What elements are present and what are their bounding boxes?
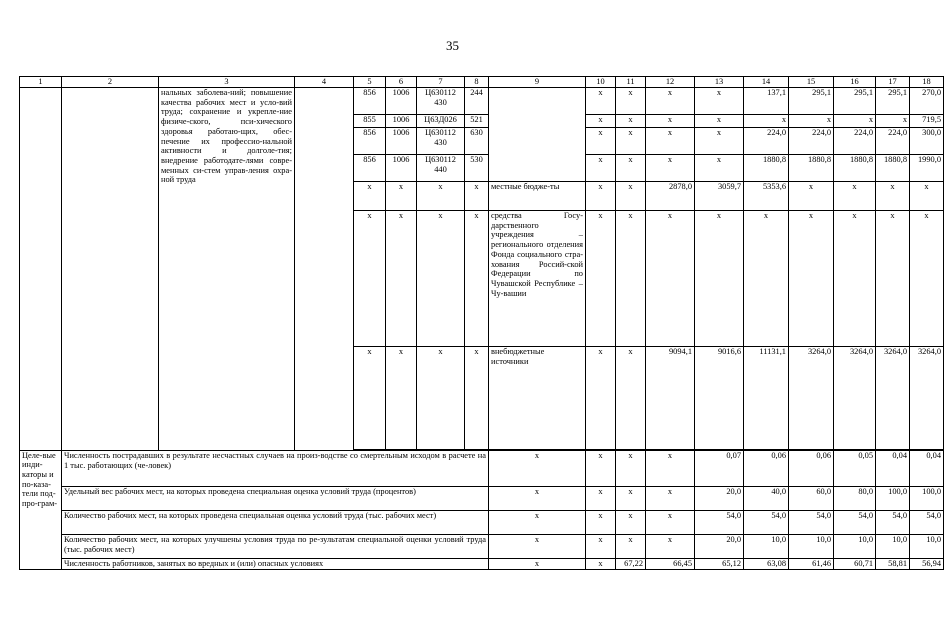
indicator-source: x — [489, 511, 586, 535]
section-code: x — [386, 347, 417, 451]
value-cell: 224,0 — [876, 128, 910, 155]
indicator-name: Количество рабочих мест, на которых улучшены условия труда по ре-зультатам специальной оценки условий труда (тыс. рабочих мест) — [62, 535, 489, 559]
indicator-row — [20, 535, 944, 559]
indicator-row — [20, 450, 944, 487]
value-cell: 0,04 — [910, 450, 944, 487]
indicator-row — [20, 511, 944, 535]
target-article-code: Ц630112 440 — [417, 155, 465, 182]
value-cell: 65,12 — [695, 559, 744, 570]
section-code: 1006 — [386, 128, 417, 155]
grbs-code: 856 — [354, 88, 386, 115]
column-number: 18 — [910, 77, 944, 88]
indicator-name: Численность пострадавших в результате несчастных случаев на произ-водстве со смертельным исходом в расчете на 1 тыс. работающих (че-ловек) — [62, 450, 489, 487]
section-code: 1006 — [386, 88, 417, 115]
column-number: 8 — [465, 77, 489, 88]
value-cell: x — [616, 182, 646, 211]
source-cell — [489, 88, 586, 182]
expense-type-code: 630 — [465, 128, 489, 155]
value-cell: x — [744, 115, 789, 128]
indicator-row — [20, 559, 944, 570]
value-cell: x — [695, 88, 744, 115]
value-cell: 3264,0 — [834, 347, 876, 451]
value-cell: 3264,0 — [910, 347, 944, 451]
value-cell: 100,0 — [876, 487, 910, 511]
target-article-code: Ц63Д026 — [417, 115, 465, 128]
column-number: 2 — [62, 77, 159, 88]
target-article-code: x — [417, 211, 465, 347]
value-cell: 295,1 — [789, 88, 834, 115]
value-cell: 11131,1 — [744, 347, 789, 451]
value-cell: x — [646, 487, 695, 511]
budget-row — [20, 88, 944, 115]
page-number: 35 — [446, 38, 459, 53]
column-number-row — [20, 77, 944, 88]
value-cell: 54,0 — [789, 511, 834, 535]
value-cell: 10,0 — [910, 535, 944, 559]
value-cell: 20,0 — [695, 487, 744, 511]
value-cell: x — [616, 450, 646, 487]
indicator-label: Целе-вые инди-каторы и по-каза-тели под-про-грам- — [20, 450, 62, 570]
value-cell: x — [616, 487, 646, 511]
value-cell: 270,0 — [910, 88, 944, 115]
value-cell: x — [646, 511, 695, 535]
value-cell: 295,1 — [876, 88, 910, 115]
expense-type-code: 530 — [465, 155, 489, 182]
value-cell: 54,0 — [876, 511, 910, 535]
value-cell: 0,07 — [695, 450, 744, 487]
value-cell: x — [616, 511, 646, 535]
column-number: 5 — [354, 77, 386, 88]
value-cell: 60,0 — [789, 487, 834, 511]
value-cell: x — [586, 450, 616, 487]
value-cell: x — [789, 182, 834, 211]
value-cell: 54,0 — [834, 511, 876, 535]
value-cell: 67,22 — [616, 559, 646, 570]
expense-type-code: 244 — [465, 88, 489, 115]
expense-type-code: 521 — [465, 115, 489, 128]
program-table — [19, 76, 944, 570]
value-cell: x — [695, 211, 744, 347]
activity-description: нальных заболева-ний; повышение качества рабочих мест и усло-вий труда; сохранение и укрепле-ние физиче-ского, пси-хического здоровья работаю-щих, обес-печение их профессио-нальной активности и долголе-тия; внедрение работодате-лями совре-менных си-стем управ-ления охра-ной труда — [159, 88, 295, 451]
value-cell: 0,06 — [789, 450, 834, 487]
value-cell: x — [834, 182, 876, 211]
column-number: 11 — [616, 77, 646, 88]
column-number: 6 — [386, 77, 417, 88]
grbs-code: 855 — [354, 115, 386, 128]
value-cell: 54,0 — [910, 511, 944, 535]
value-cell: 0,06 — [744, 450, 789, 487]
value-cell: 10,0 — [876, 535, 910, 559]
value-cell: x — [586, 88, 616, 115]
value-cell: 9094,1 — [646, 347, 695, 451]
value-cell: x — [616, 535, 646, 559]
value-cell: 40,0 — [744, 487, 789, 511]
value-cell: 1990,0 — [910, 155, 944, 182]
value-cell: x — [695, 115, 744, 128]
value-cell: x — [876, 182, 910, 211]
value-cell: 719,5 — [910, 115, 944, 128]
indicator-source: x — [489, 450, 586, 487]
empty-cell — [62, 88, 159, 451]
value-cell: 1880,8 — [744, 155, 789, 182]
value-cell: x — [876, 115, 910, 128]
indicator-name: Численность работников, занятых во вредных и (или) опасных условиях — [62, 559, 489, 570]
indicator-name: Удельный вес рабочих мест, на которых проведена специальная оценка условий труда (процентов) — [62, 487, 489, 511]
value-cell: 66,45 — [646, 559, 695, 570]
column-number: 16 — [834, 77, 876, 88]
indicator-row — [20, 487, 944, 511]
indicator-name: Количество рабочих мест, на которых проведена специальная оценка условий труда (тыс. рабочих мест) — [62, 511, 489, 535]
value-cell: 2878,0 — [646, 182, 695, 211]
value-cell: x — [586, 182, 616, 211]
grbs-code: 856 — [354, 155, 386, 182]
value-cell: x — [646, 155, 695, 182]
value-cell: 1880,8 — [834, 155, 876, 182]
value-cell: x — [586, 128, 616, 155]
expense-type-code: x — [465, 347, 489, 451]
value-cell: 54,0 — [695, 511, 744, 535]
value-cell: x — [695, 155, 744, 182]
value-cell: x — [616, 88, 646, 115]
value-cell: x — [616, 115, 646, 128]
indicator-source: x — [489, 535, 586, 559]
indicator-source: x — [489, 487, 586, 511]
value-cell: 10,0 — [789, 535, 834, 559]
value-cell: x — [646, 450, 695, 487]
section-code: x — [386, 182, 417, 211]
expense-type-code: x — [465, 211, 489, 347]
value-cell: x — [646, 211, 695, 347]
value-cell: 137,1 — [744, 88, 789, 115]
target-article-code: x — [417, 347, 465, 451]
column-number: 14 — [744, 77, 789, 88]
column-number: 4 — [295, 77, 354, 88]
value-cell: 56,94 — [910, 559, 944, 570]
value-cell: x — [910, 211, 944, 347]
value-cell: x — [876, 211, 910, 347]
column-number: 3 — [159, 77, 295, 88]
section-code: 1006 — [386, 115, 417, 128]
empty-cell — [20, 88, 62, 451]
section-code: x — [386, 211, 417, 347]
value-cell: x — [586, 211, 616, 347]
value-cell: 0,05 — [834, 450, 876, 487]
value-cell: x — [586, 487, 616, 511]
target-article-code: Ц630112 430 — [417, 88, 465, 115]
section-code: 1006 — [386, 155, 417, 182]
grbs-code: x — [354, 182, 386, 211]
value-cell: x — [586, 535, 616, 559]
column-number: 7 — [417, 77, 465, 88]
value-cell: x — [616, 347, 646, 451]
value-cell: 61,46 — [789, 559, 834, 570]
value-cell: x — [586, 347, 616, 451]
value-cell: 58,81 — [876, 559, 910, 570]
column-number: 15 — [789, 77, 834, 88]
expense-type-code: x — [465, 182, 489, 211]
value-cell: 5353,6 — [744, 182, 789, 211]
value-cell: x — [586, 511, 616, 535]
value-cell: x — [834, 211, 876, 347]
value-cell: 60,71 — [834, 559, 876, 570]
value-cell: x — [695, 128, 744, 155]
value-cell: 10,0 — [744, 535, 789, 559]
value-cell: 10,0 — [834, 535, 876, 559]
value-cell: 20,0 — [695, 535, 744, 559]
value-cell: x — [744, 211, 789, 347]
value-cell: 295,1 — [834, 88, 876, 115]
funding-source: местные бюдже-ты — [489, 182, 586, 211]
value-cell: x — [834, 115, 876, 128]
value-cell: 9016,6 — [695, 347, 744, 451]
target-article-code: Ц630112 430 — [417, 128, 465, 155]
value-cell: x — [789, 115, 834, 128]
indicator-source: x — [489, 559, 586, 570]
value-cell: x — [616, 211, 646, 347]
value-cell: 300,0 — [910, 128, 944, 155]
value-cell: 224,0 — [744, 128, 789, 155]
grbs-code: x — [354, 347, 386, 451]
value-cell: 1880,8 — [876, 155, 910, 182]
value-cell: x — [616, 155, 646, 182]
value-cell: x — [789, 211, 834, 347]
column-number: 1 — [20, 77, 62, 88]
empty-cell — [295, 88, 354, 451]
value-cell: x — [646, 88, 695, 115]
grbs-code: 856 — [354, 128, 386, 155]
value-cell: x — [910, 182, 944, 211]
column-number: 10 — [586, 77, 616, 88]
value-cell: 0,04 — [876, 450, 910, 487]
value-cell: 3264,0 — [789, 347, 834, 451]
value-cell: 1880,8 — [789, 155, 834, 182]
value-cell: 3059,7 — [695, 182, 744, 211]
grbs-code: x — [354, 211, 386, 347]
value-cell: x — [646, 128, 695, 155]
funding-source: средства Госу-дарственного учреждения – регионального отделения Фонда социального стра-хования Россий-ской Федерации по Чувашской Республике – Чу-вашии — [489, 211, 586, 347]
value-cell: x — [586, 559, 616, 570]
value-cell: 54,0 — [744, 511, 789, 535]
value-cell: 100,0 — [910, 487, 944, 511]
funding-source: внебюджетные источники — [489, 347, 586, 451]
value-cell: 63,08 — [744, 559, 789, 570]
column-number: 13 — [695, 77, 744, 88]
column-number: 17 — [876, 77, 910, 88]
value-cell: 224,0 — [834, 128, 876, 155]
target-article-code: x — [417, 182, 465, 211]
value-cell: x — [646, 115, 695, 128]
value-cell: x — [616, 128, 646, 155]
column-number: 12 — [646, 77, 695, 88]
value-cell: 224,0 — [789, 128, 834, 155]
value-cell: 3264,0 — [876, 347, 910, 451]
value-cell: x — [646, 535, 695, 559]
value-cell: x — [586, 155, 616, 182]
value-cell: 80,0 — [834, 487, 876, 511]
column-number: 9 — [489, 77, 586, 88]
value-cell: x — [586, 115, 616, 128]
